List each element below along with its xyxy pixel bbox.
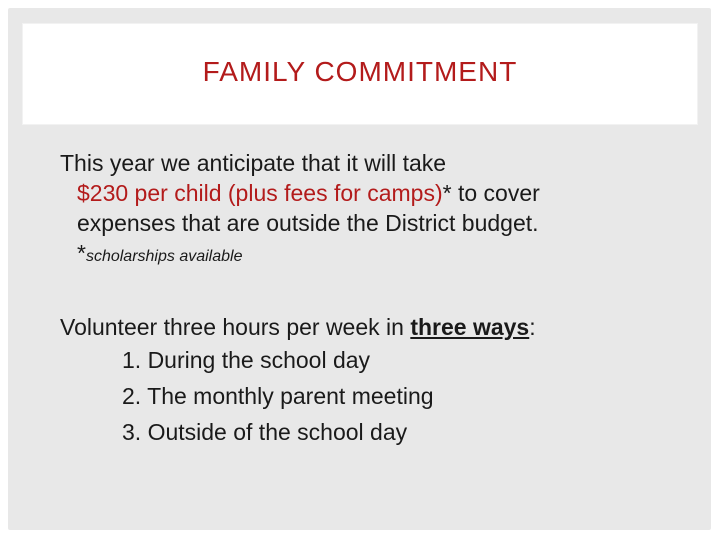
para1-line3: expenses that are outside the District budget. bbox=[77, 210, 539, 236]
para1-line1: This year we anticipate that it will take bbox=[60, 150, 447, 176]
list-item: 3. Outside of the school day bbox=[122, 419, 408, 445]
para2-lead bbox=[60, 312, 700, 342]
slide-title: FAMILY COMMITMENT bbox=[202, 56, 518, 87]
note-text: scholarships available bbox=[85, 248, 243, 265]
cost-tail: to cover bbox=[451, 180, 540, 206]
cost-text: $230 per child (plus fees for camps) bbox=[77, 180, 443, 206]
cost-asterisk: * bbox=[442, 180, 452, 206]
list-item: 1. During the school day bbox=[122, 347, 371, 373]
note-asterisk: * bbox=[77, 240, 86, 266]
volunteer-lead: Volunteer three hours per week in bbox=[60, 314, 411, 340]
para1-line2 bbox=[60, 178, 700, 208]
title-box bbox=[23, 24, 697, 124]
slide-body bbox=[60, 148, 700, 450]
list-item: 2. The monthly parent meeting bbox=[122, 383, 434, 409]
three-ways-emphasis: three ways bbox=[410, 314, 530, 340]
scholarship-note bbox=[60, 238, 700, 272]
colon: : bbox=[529, 314, 536, 340]
spacer bbox=[60, 272, 700, 312]
